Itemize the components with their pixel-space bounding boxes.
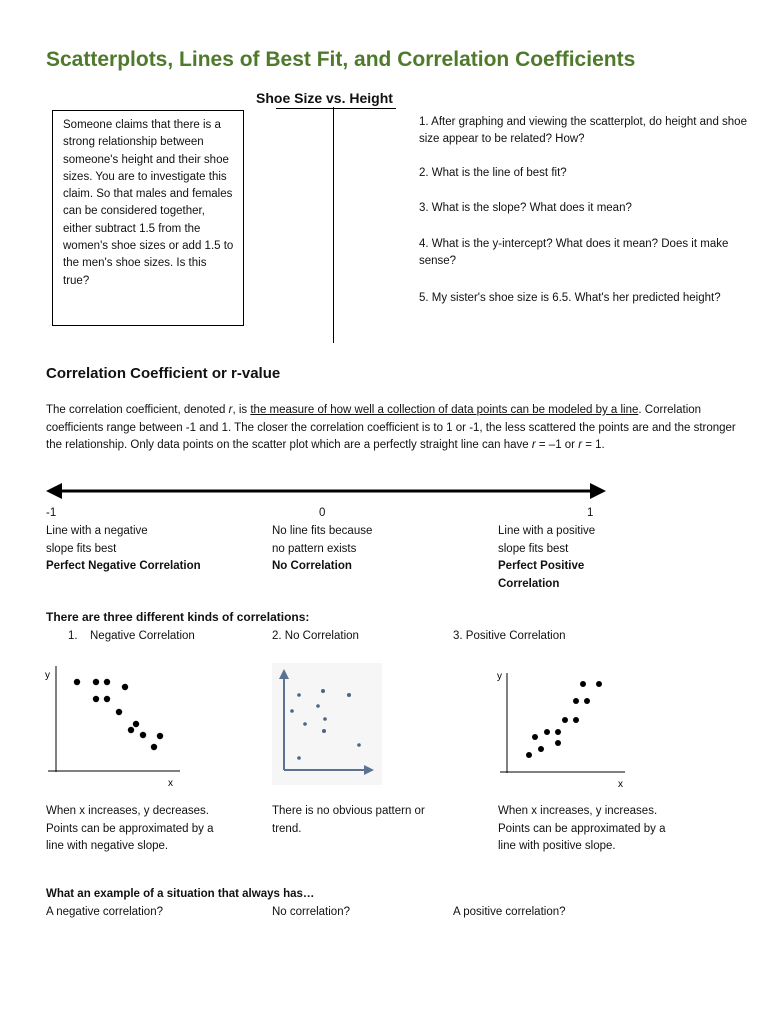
example-none: No correlation?	[272, 906, 350, 918]
scatterplot-title: Shoe Size vs. Height	[256, 90, 393, 106]
neg-point	[93, 696, 99, 702]
question-4: 4. What is the y-intercept? What does it mean? Does it make sense?	[419, 238, 729, 267]
no-corr-point	[321, 689, 325, 693]
number-line-left-arrow	[46, 483, 62, 499]
desc-negative-bold: Perfect Negative Correlation	[46, 560, 201, 572]
pos-point	[526, 752, 532, 758]
pos-point	[584, 698, 590, 704]
example-positive: A positive correlation?	[453, 906, 566, 918]
para-r-3: r	[578, 439, 583, 451]
question-3: 3. What is the slope? What does it mean?	[419, 202, 632, 214]
pos-point	[555, 729, 561, 735]
question-2: 2. What is the line of best fit?	[419, 167, 567, 179]
no-corr-point	[297, 693, 301, 697]
kinds-heading: There are three different kinds of correlations:	[46, 610, 310, 624]
kind-negative-label: Negative Correlation	[90, 630, 195, 642]
neg-point	[116, 709, 122, 715]
pos-point	[544, 729, 550, 735]
pos-y-label: y	[497, 671, 502, 682]
para-text-1: The correlation coefficient, denoted	[46, 404, 229, 416]
desc-none-line1: No line fits because	[272, 525, 373, 537]
para-text-3: . Correlation coefficients range between -1 and 1. The closer the correlation coefficient is to 1 or -1, the less scattered the points are and the stronger the relationship. Only data points on the scatter plot which are a perfectly straight line can have	[46, 404, 736, 451]
neg-point	[74, 679, 80, 685]
no-corr-point	[322, 729, 326, 733]
negative-correlation-plot	[40, 660, 185, 790]
neg-point	[151, 744, 157, 750]
neg-point	[122, 684, 128, 690]
para-r-2: r	[531, 439, 536, 451]
neg-point	[140, 732, 146, 738]
tick-one: 1	[587, 507, 594, 519]
kind-positive-label: 3. Positive Correlation	[453, 630, 566, 642]
tick-zero: 0	[319, 507, 326, 519]
para-text-5: = 1.	[582, 439, 605, 451]
tick-neg-one: -1	[46, 507, 57, 519]
scatterplot-title-underline	[276, 108, 396, 109]
pos-point	[555, 740, 561, 746]
para-text-4: = –1 or	[535, 439, 579, 451]
correlation-paragraph	[46, 402, 736, 455]
desc-positive-line2: slope fits best	[498, 542, 569, 555]
no-corr-point	[303, 722, 307, 726]
explain-none: There is no obvious pattern or trend.	[272, 805, 425, 835]
no-corr-point	[357, 743, 361, 747]
neg-point	[128, 727, 134, 733]
page-title: Scatterplots, Lines of Best Fit, and Correlation Coefficients	[46, 48, 636, 71]
neg-point	[133, 721, 139, 727]
no-corr-point	[290, 709, 294, 713]
number-line	[44, 481, 608, 501]
kind-none-label: 2. No Correlation	[272, 630, 359, 642]
explain-positive: When x increases, y increases. Points can be approximated by a line with positive slope.	[498, 805, 666, 852]
neg-point	[104, 696, 110, 702]
pos-point	[596, 681, 602, 687]
scatterplot-y-axis	[333, 107, 334, 343]
positive-correlation-plot	[492, 663, 637, 791]
desc-negative-line2: slope fits best	[46, 542, 117, 555]
desc-positive-line1: Line with a positive	[498, 525, 596, 537]
neg-point	[157, 733, 163, 739]
pos-point	[580, 681, 586, 687]
pos-point	[573, 698, 579, 704]
desc-negative	[46, 523, 216, 576]
example-heading: What an example of a situation that always has…	[46, 888, 315, 900]
desc-none	[272, 523, 442, 576]
neg-point	[104, 679, 110, 685]
neg-y-label: y	[45, 670, 50, 681]
desc-none-line2: no pattern exists	[272, 542, 357, 555]
section-heading: Correlation Coefficient or r-value	[46, 365, 281, 382]
para-r-1: r	[228, 404, 233, 416]
no-correlation-plot	[272, 663, 382, 785]
para-definition: the measure of how well a collection of data points can be modeled by a line	[250, 404, 639, 416]
no-corr-point	[347, 693, 351, 697]
no-corr-point	[323, 717, 327, 721]
pos-point	[538, 746, 544, 752]
no-corr-point	[316, 704, 320, 708]
question-5: 5. My sister's shoe size is 6.5. What's her predicted height?	[419, 292, 721, 304]
desc-none-bold: No Correlation	[272, 560, 352, 572]
pos-point	[532, 734, 538, 740]
claim-box	[52, 110, 244, 326]
explain-negative: When x increases, y decreases. Points can be approximated by a line with negative slope.	[46, 805, 214, 852]
desc-negative-line1: Line with a negative	[46, 525, 148, 537]
desc-positive-bold2: Correlation	[498, 577, 560, 590]
claim-text: Someone claims that there is a strong relationship between someone's height and their shoe sizes. You are to investigate this claim. So that males and females can be considered together, either subtract 1.5 from the women's shoe sizes or add 1.5 to the men's shoe sizes. Is this true?	[63, 119, 234, 287]
number-line-right-arrow	[590, 483, 606, 499]
no-corr-point	[297, 756, 301, 760]
pos-point	[573, 717, 579, 723]
neg-x-label: x	[168, 778, 173, 789]
example-negative: A negative correlation?	[46, 906, 163, 918]
pos-x-label: x	[618, 779, 623, 790]
neg-point	[93, 679, 99, 685]
kind-negative-number: 1.	[68, 630, 78, 642]
question-1: 1. After graphing and viewing the scatterplot, do height and shoe size appear to be related? How?	[419, 116, 747, 145]
para-text-2: , is	[232, 404, 251, 416]
pos-point	[562, 717, 568, 723]
desc-positive-bold1: Perfect Positive	[498, 560, 585, 572]
desc-positive	[498, 523, 668, 593]
